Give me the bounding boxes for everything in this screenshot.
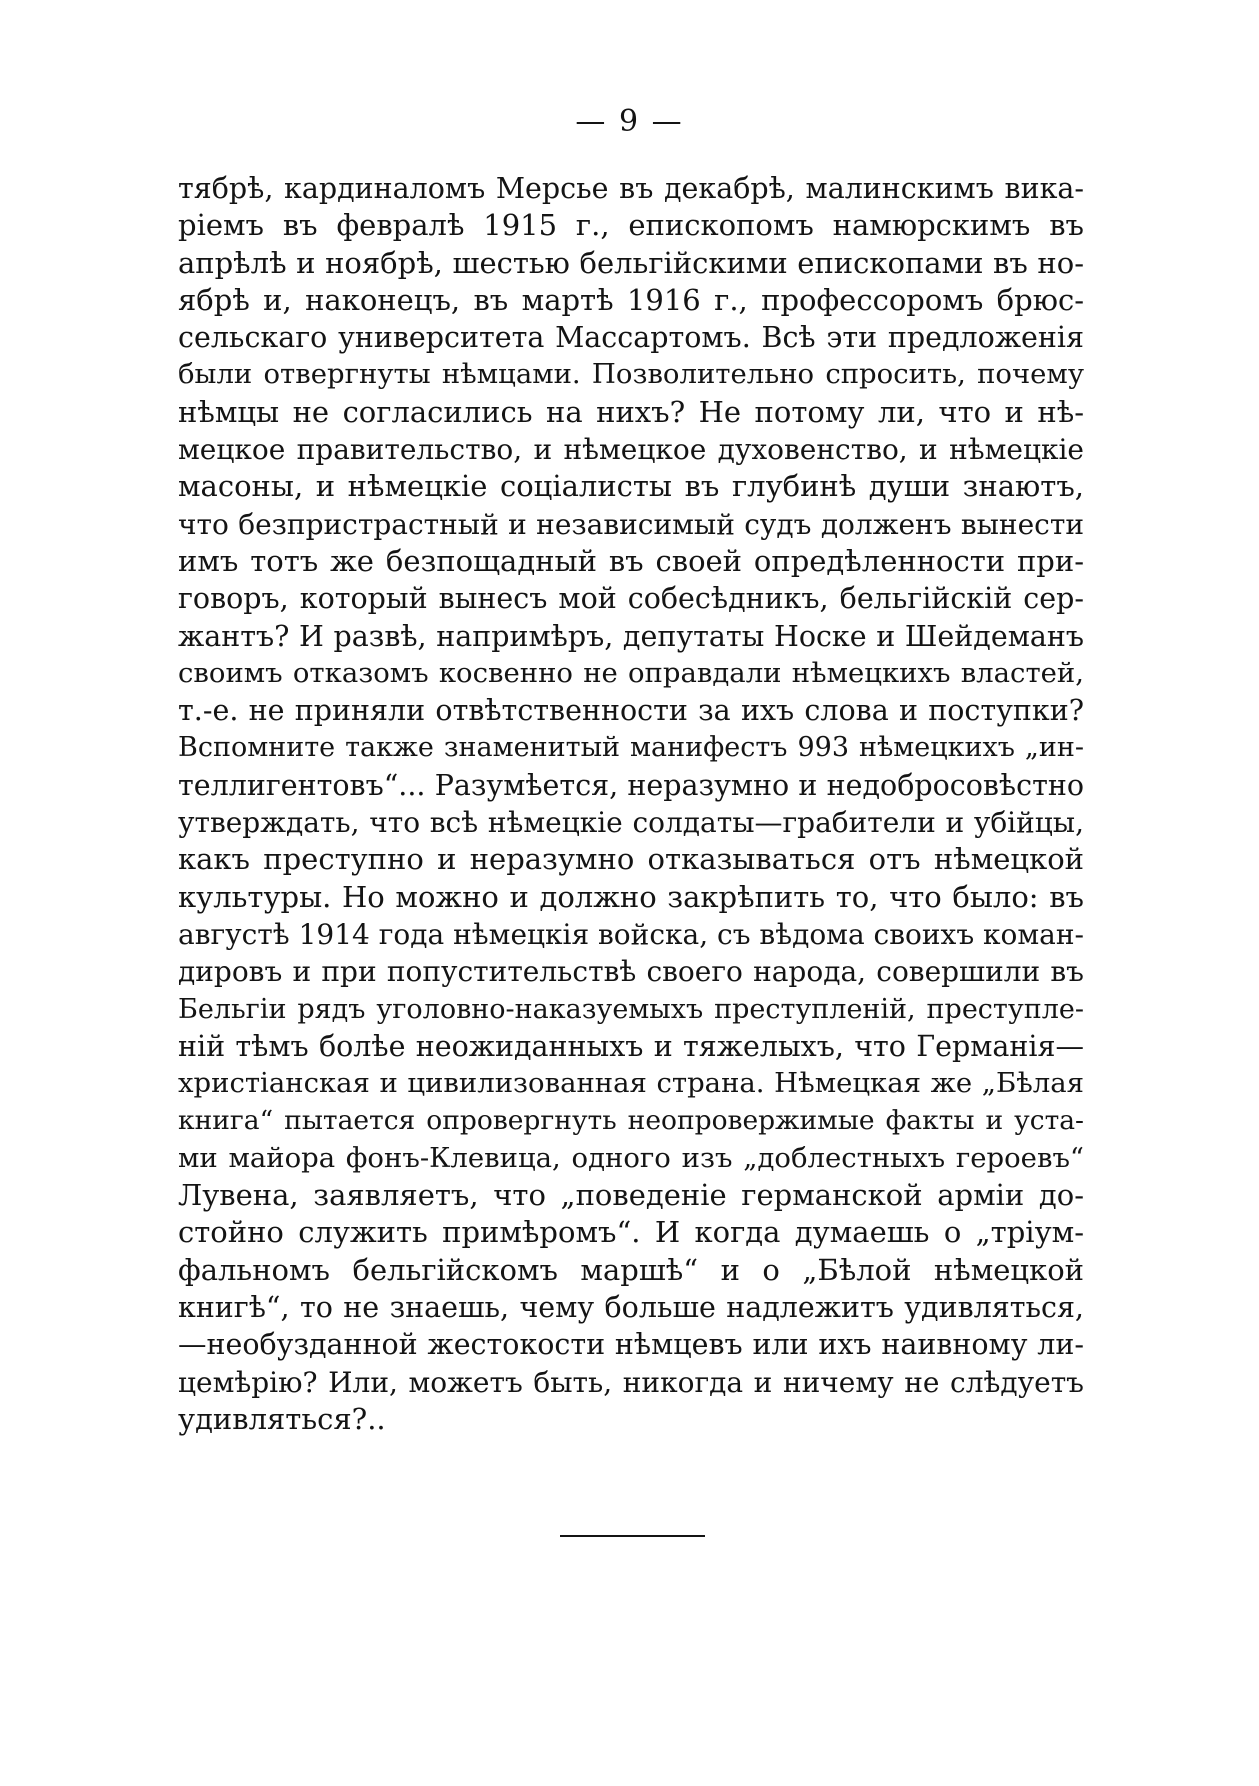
text-line: ябрѣ и, наконецъ, въ мартѣ 1916 г., профессоромъ брюс- [178,282,1084,317]
text-line: ми майора фонъ-Клевица, одного изъ „доблестныхъ героевъ“ [178,1141,1084,1174]
text-line: христіанская и цивилизованная страна. Нѣмецкая же „Бѣлая [178,1067,1084,1100]
text-line: Вспомните также знаменитый манифестъ 993 нѣмецкихъ „ин- [178,732,1084,764]
text-line: говоръ, который вынесъ мой собесѣдникъ, бельгійскій сер- [178,582,1084,616]
text-line: культуры. Но можно и должно закрѣпить то, что было: въ [178,879,1084,914]
text-line: книгѣ“, то не знаешь, чему больше надлежитъ удивляться, [178,1290,1084,1324]
text-line: мецкое правительство, и нѣмецкое духовенство, и нѣмецкіе [178,433,1084,467]
text-line: апрѣлѣ и ноябрѣ, шестью бельгійскими епископами въ но- [178,245,1084,280]
text-line: Бельгіи рядъ уголовно-наказуемыхъ преступленій, преступле- [178,993,1084,1025]
text-line: ріемъ въ февралѣ 1915 г., епископомъ намюрскимъ въ [178,208,1084,243]
text-line: были отвергнуты нѣмцами. Позволительно спросить, почему [178,358,1084,391]
text-line: сельскаго университета Массартомъ. Всѣ эти предложенія [178,321,1084,355]
text-line: ній тѣмъ болѣе неожиданныхъ и тяжелыхъ, что Германія— [178,1029,1084,1063]
text-line: августѣ 1914 года нѣмецкія войска, съ вѣдома своихъ коман- [178,917,1084,951]
text-line: цемѣрію? Или, можетъ быть, никогда и ничему не слѣдуетъ [178,1365,1084,1399]
text-line: что безпристрастный и независимый судъ долженъ вынести [178,507,1084,541]
text-line: теллигентовъ“... Разумѣется, неразумно и недобросовѣстно [178,768,1084,802]
text-line: стойно служить примѣромъ“. И когда думаешь о „тріум- [178,1215,1084,1250]
text-line: своимъ отказомъ косвенно не оправдали нѣмецкихъ властей, [178,656,1084,689]
text-line: масоны, и нѣмецкіе соціалисты въ глубинѣ души знаютъ, [178,469,1084,504]
text-line: —необузданной жестокости нѣмцевъ или ихъ наивному ли- [178,1328,1084,1362]
text-line: фальномъ бельгійскомъ маршѣ“ и о „Бѣлой нѣмецкой [178,1252,1084,1287]
text-line: книга“ пытается опровергнуть неопровержимые факты и уста- [178,1105,1084,1137]
end-rule [560,1535,705,1537]
text-line: какъ преступно и неразумно отказываться отъ нѣмецкой [178,842,1084,877]
text-line: удивляться?.. [178,1401,386,1436]
text-line: т.-е. не приняли отвѣтственности за ихъ слова и поступки? [178,694,1084,728]
text-line: имъ тотъ же безпощадный въ своей опредѣленности при- [178,543,1084,578]
text-line: утверждать, что всѣ нѣмецкіе солдаты—грабители и убійцы, [178,806,1084,840]
text-line: дировъ и при попустительствѣ своего народа, совершили въ [178,955,1084,989]
text-line: жантъ? И развѣ, напримѣръ, депутаты Носке и Шейдеманъ [178,619,1084,653]
text-line: нѣмцы не согласились на нихъ? Не потому ли, что и нѣ- [178,394,1084,429]
body-text [178,170,1084,1438]
text-line: тябрѣ, кардиналомъ Мерсье въ декабрѣ, малинскимъ вика- [178,172,1084,205]
text-line: Лувена, заявляетъ, что „поведеніе германской арміи до- [178,1178,1084,1213]
page-number: — 9 — [575,104,684,139]
